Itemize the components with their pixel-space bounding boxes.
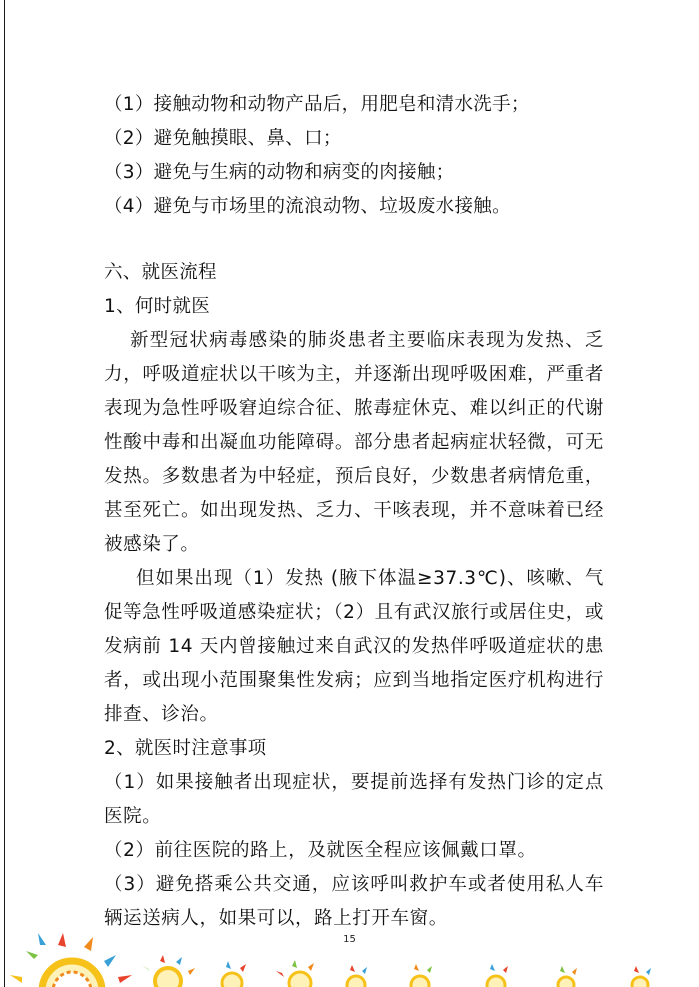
- sun-icon: [558, 966, 577, 987]
- paragraph-symptoms: 新型冠状病毒感染的肺炎患者主要临床表现为发热、乏力，呼吸道症状以干咳为主，并逐渐出现呼吸困难，严重者表现为急性呼吸窘迫综合征、脓毒症休克、难以纠正的代谢性酸中毒和出凝血功能障碍。部分患者起病症状轻微，可无发热。多数患者为中轻症，预后良好，少数患者病情危重，甚至死亡。如出现发热、乏力、干咳表现，并不意味着已经被感染了。: [104, 330, 604, 555]
- document-body: [104, 88, 604, 936]
- sun-icon: [222, 961, 246, 987]
- sun-icon: [142, 955, 195, 987]
- list-item: （3）避免与生病的动物和病变的肉接触；: [104, 162, 455, 183]
- list-item: （2）避免触摸眼、鼻、口；: [104, 128, 342, 149]
- sun-icon: [347, 965, 367, 987]
- sun-icon: [276, 960, 314, 987]
- list-item: （1）接触动物和动物产品后，用肥皂和清水洗手；: [104, 94, 530, 115]
- paragraph-when-to-go: 但如果出现（1）发热 (腋下体温≥37.3℃)、咳嗽、气促等急性呼吸道感染症状；（2）且有武汉旅行或居住史，或发病前 14 天内曾接触过来自武汉的发热伴呼吸道症状的患者，或出现小范围聚集性发病；应到当地指定医疗机构进行排查、诊治。: [104, 568, 604, 725]
- spacer: [104, 224, 604, 256]
- left-margin-rule: [4, 0, 5, 987]
- sun-icon: [632, 966, 651, 987]
- sun-icon: [487, 964, 508, 987]
- list-item: （2）前往医院的路上，及就医全程应该佩戴口罩。: [104, 840, 537, 861]
- subheading-precautions: 2、就医时注意事项: [104, 738, 267, 759]
- section-heading: 六、就医流程: [104, 262, 217, 283]
- page-number: 15: [343, 934, 356, 945]
- list-item: （3）避免搭乘公共交通，应该呼叫救护车或者使用私人车辆运送病人，如果可以，路上打开车窗。: [104, 874, 604, 929]
- list-item: （4）避免与市场里的流浪动物、垃圾废水接触。: [104, 196, 511, 217]
- sun-icon: [411, 964, 432, 987]
- sun-border-decoration: [0, 925, 699, 987]
- subheading-when-to-seek-care: 1、何时就医: [104, 296, 211, 317]
- list-item: （1）如果接触者出现症状，要提前选择有发热门诊的定点医院。: [104, 772, 604, 827]
- sun-icon: [10, 933, 132, 987]
